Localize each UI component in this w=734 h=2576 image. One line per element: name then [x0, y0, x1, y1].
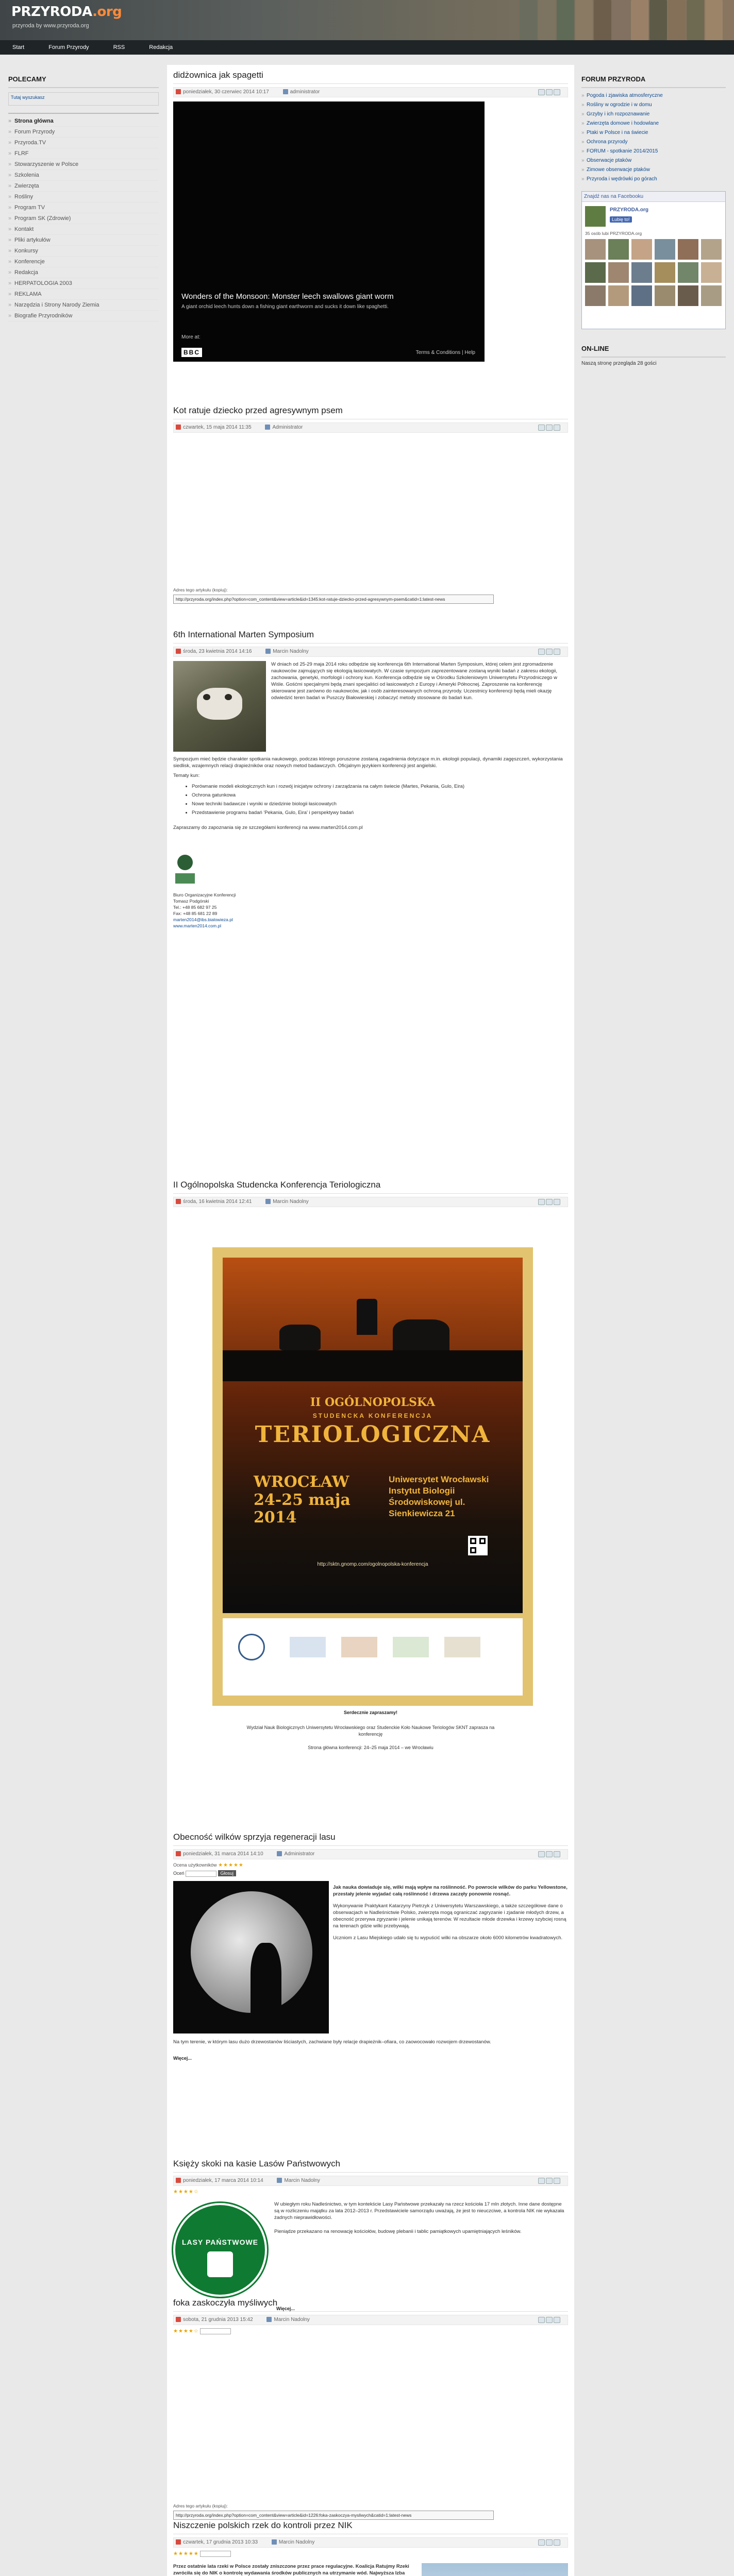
poster-caption: Serdecznie zapraszamy!: [343, 1710, 398, 1715]
sponsor-logo: [393, 1637, 429, 1657]
article-title[interactable]: Niszczenie polskich rzek do kontroli przez NIK: [173, 2520, 568, 2534]
print-icon[interactable]: [546, 649, 553, 655]
embed-area: [173, 2334, 568, 2500]
contact-line: Tel.: +48 85 682 97 25: [173, 905, 217, 910]
polecamy-header: POLECAMY: [8, 70, 159, 88]
main-content: [167, 65, 574, 2576]
article-meta: [173, 422, 568, 433]
user-icon: [277, 2178, 282, 2183]
sponsor-logo: [444, 1637, 480, 1657]
poster-date: 24-25 maja 2014: [254, 1491, 351, 1527]
email-icon[interactable]: [554, 89, 560, 95]
site-header: [0, 0, 734, 40]
header-photo: [705, 0, 723, 40]
user-icon: [265, 1199, 271, 1204]
user-icon: [266, 2317, 272, 2322]
header-photo: [594, 0, 611, 40]
contact-block: [173, 892, 568, 929]
online-text: Naszą stronę przegląda 28 gości: [581, 361, 657, 366]
menu-item[interactable]: » HERPATOLOGIA 2003: [8, 278, 159, 289]
conference-poster: [212, 1247, 533, 1706]
article-meta: [173, 1849, 568, 1859]
header-photo: [631, 0, 648, 40]
forum-link[interactable]: » Zimowe obserwacje ptaków: [581, 165, 726, 175]
lead-text-block: [173, 2560, 419, 2576]
user-icon: [272, 2539, 277, 2545]
poster-url: http://sktn.gnomp.com/ogolnopolska-konferencja: [317, 1562, 428, 1567]
article-title[interactable]: 6th International Marten Symposium: [173, 630, 568, 643]
poster-line2: STUDENCKA KONFERENCJA: [312, 1412, 433, 1419]
rating-block: [173, 2328, 568, 2334]
article-title[interactable]: Obecność wilków sprzyja regeneracji lasu: [173, 1832, 568, 1846]
vote-button[interactable]: Głosuj: [218, 1870, 237, 1876]
rating-label: Ocena użytkowników: [173, 1862, 217, 1868]
menu-item[interactable]: » Program SK (Zdrowie): [8, 213, 159, 224]
menu-item[interactable]: » Konferencje: [8, 257, 159, 267]
vote-label: Oceń: [173, 1871, 185, 1876]
header-photo: [687, 0, 704, 40]
nav-start[interactable]: Start: [12, 44, 25, 50]
video-more[interactable]: More at:: [181, 334, 201, 340]
user-icon: [277, 1851, 282, 1856]
nav-forum[interactable]: Forum Przyrody: [48, 44, 89, 50]
article-meta: [173, 1197, 568, 1207]
fb-title: Znajdź nas na Facebooku: [582, 192, 725, 202]
nav-redakcja[interactable]: Redakcja: [149, 44, 173, 50]
lead-text-block: [333, 1881, 568, 1941]
topic-list: [173, 782, 568, 817]
email-icon[interactable]: [554, 425, 560, 431]
poster-sponsors: [223, 1618, 523, 1696]
article: [173, 2298, 568, 2520]
vote-select[interactable]: [200, 2551, 231, 2557]
menu-item[interactable]: » Program TV: [8, 202, 159, 213]
email-icon[interactable]: [554, 2178, 560, 2184]
print-icon[interactable]: [546, 425, 553, 431]
forum-link[interactable]: » Ptaki w Polsce i na świecie: [581, 128, 726, 138]
menu-item[interactable]: » Kontakt: [8, 224, 159, 235]
article: [173, 405, 568, 604]
article-title[interactable]: didżownica jak spagetti: [173, 70, 568, 84]
poster-line3: TERIOLOGICZNA: [255, 1421, 491, 1448]
email-icon[interactable]: [554, 1199, 560, 1205]
print-icon[interactable]: [546, 1199, 553, 1205]
article: [173, 1180, 568, 1750]
forum-link[interactable]: » Grzyby i ich rozpoznawanie: [581, 110, 726, 119]
article-author: Marcin Nadolny: [278, 2539, 315, 2545]
calendar-icon: [176, 1851, 181, 1856]
article-lead: [173, 2560, 568, 2576]
user-icon: [265, 649, 271, 654]
menu-item[interactable]: » Zwierzęta: [8, 181, 159, 192]
read-more[interactable]: Więcej...: [276, 2306, 295, 2311]
symposium-logo: [173, 852, 197, 888]
header-photo: [575, 0, 593, 40]
video-footer-links: Terms & Conditions | Help: [415, 350, 475, 355]
calendar-icon: [176, 89, 181, 94]
article-date: sobota, 21 grudnia 2013 15:42: [183, 2317, 253, 2323]
contact-www[interactable]: www.marten2014.com.pl: [173, 923, 222, 928]
rating-block: [173, 2189, 568, 2195]
print-icon[interactable]: [546, 2539, 553, 2546]
embed-area: [173, 433, 568, 584]
article-text: Wydział Nauk Biologicznych Uniwersytetu Wrocławskiego oraz Studenckie Koło Naukowe Teriologów SKNT zaprasza na konferencję: [246, 1725, 495, 1737]
user-icon: [283, 89, 288, 94]
article: [173, 70, 568, 362]
email-icon[interactable]: [554, 2317, 560, 2323]
article-author: administrator: [290, 89, 320, 95]
vote-row: [173, 1870, 568, 1877]
vote-select[interactable]: [200, 2328, 231, 2334]
article-lead: [173, 2198, 568, 2301]
article-text: Przez ostatnie lata rzeki w Polsce zostały zniszczone przez prace regulacyjne. Koalicja Ratujmy Rzeki zwróciła się do NIK o kontrolę wydawania środków publicznych na utrzymanie wód. Najwyższa Izba: [173, 2564, 409, 2576]
link-label: Adres tego artykułu (kopiuj):: [173, 2503, 228, 2509]
forum-link[interactable]: » FORUM - spotkanie 2014/2015: [581, 147, 726, 156]
article-date: środa, 23 kwietnia 2014 14:16: [183, 649, 252, 654]
top-nav: [0, 40, 734, 55]
article-meta: [173, 2537, 568, 2548]
read-more[interactable]: Więcej...: [173, 2055, 192, 2061]
pdf-icon[interactable]: [538, 649, 545, 655]
lasy-logo-text: LASY PAŃSTWOWE: [181, 2238, 259, 2246]
contact-line: Fax: +48 85 681 22 89: [173, 911, 218, 916]
wolf-photo: [173, 1881, 329, 2033]
left-sidebar: [8, 70, 159, 321]
fb-count: 35 osób lubi PRZYRODA.org: [585, 231, 642, 236]
forum-link[interactable]: » Zwierzęta domowe i hodowlane: [581, 119, 726, 128]
article-text: W dniach od 25-29 maja 2014 roku odbędzie się konferencja 6th International Marten Symposium, której celem jest zgromadzenie naukowców zajmujących się ekologią łasicowatych. W czasie sympozjum zaprezentowane zostaną wyniki badań z zakresu ekologii, zachowania, genetyki, morfologii i ochrony kun. Konferencja odbędzie się w Ośrodku Szkoleniowym Uniwersytetu Przyrodniczego w Wiśle. Gośćmi specjalnymi będą znani specjaliści od łasicowatych z Europy i Ameryki Północnej. Zaproszenie na konferencję skierowane jest zarówno do naukowców, jak i osób zainteresowanych ochroną przyrody. Uczestnicy konferencji będą mieli okazję odwiedzić teren badań w Puszczy Białowieskiej i zobaczyć metody stosowane do badań kun.: [271, 662, 557, 701]
rating-stars: ★★★★☆: [173, 2328, 199, 2334]
menu-item[interactable]: » Stowarzyszenie w Polsce: [8, 159, 159, 170]
email-icon[interactable]: [554, 649, 560, 655]
menu-item[interactable]: » Konkursy: [8, 246, 159, 257]
menu-item[interactable]: » Narzędzia i Strony Narody Ziemia: [8, 300, 159, 311]
article-date: poniedziałek, 31 marca 2014 14:10: [183, 1851, 263, 1857]
main-menu: [8, 113, 159, 321]
menu-item[interactable]: » REKLAMA: [8, 289, 159, 300]
calendar-icon: [176, 425, 181, 430]
pdf-icon[interactable]: [538, 425, 545, 431]
print-icon[interactable]: [546, 2317, 553, 2323]
article: [173, 630, 568, 929]
list-item: • Porównanie modeli ekologicznych kun i rozwój inicjatyw ochrony i zarządzania na całym świecie (Martes, Pekania, Gulo, Eira): [192, 782, 568, 791]
poster-artwork: [223, 1258, 523, 1613]
contact-email[interactable]: marten2014@ibs.bialowieza.pl: [173, 917, 233, 922]
email-icon[interactable]: [554, 1851, 560, 1857]
poster-line1: II OGÓLNOPOLSKA: [310, 1396, 436, 1409]
calendar-icon: [176, 649, 181, 654]
rating-stars: ★★★★☆: [173, 2189, 199, 2195]
forum-link[interactable]: » Rośliny w ogrodzie i w domu: [581, 100, 726, 110]
header-photo: [612, 0, 630, 40]
print-icon[interactable]: [546, 89, 553, 95]
menu-item[interactable]: » Forum Przyrody: [8, 127, 159, 138]
article-text: Sympozjum mieć będzie charakter spotkania naukowego, podczas którego poruszone zostaną zagadnienia dotyczące m.in. ekologii populacji, dynamiki zagęszczeń, wykorzystania siedlisk, wzajemnych relacji drapieżników oraz nowych metod badawczych. Oficjalnym językiem konferencji jest angielski.: [173, 756, 563, 769]
article-text: Zapraszamy do zapoznania się ze szczegółami konferencji na www.marten2014.com.pl: [173, 825, 363, 831]
link-label: Adres tego artykułu (kopiuj):: [173, 587, 228, 592]
sponsor-logo: [290, 1637, 326, 1657]
rating-stars: ★★★★★: [173, 2551, 199, 2557]
vote-select[interactable]: [186, 1871, 216, 1877]
menu-item[interactable]: » Przyroda.TV: [8, 138, 159, 148]
forum-header: FORUM PRZYRODA: [581, 70, 726, 88]
pdf-icon[interactable]: [538, 2539, 545, 2546]
print-icon[interactable]: [546, 1851, 553, 1857]
search-tag[interactable]: Tutaj wyszukasz: [8, 92, 159, 106]
video-title[interactable]: Wonders of the Monsoon: Monster leech swallows giant worm: [181, 292, 394, 301]
forum-links: [581, 91, 726, 184]
article-date: poniedziałek, 17 marca 2014 10:14: [183, 2178, 263, 2183]
calendar-icon: [176, 2317, 181, 2322]
university-logo: [238, 1634, 265, 1660]
article-author: Marcin Nadolny: [284, 2178, 320, 2183]
calendar-icon: [176, 1199, 181, 1204]
menu-item[interactable]: » Pliki artykułów: [8, 235, 159, 246]
article-meta: [173, 87, 568, 97]
article-author: Administrator: [272, 425, 303, 430]
article-meta: [173, 2176, 568, 2186]
article-date: środa, 16 kwietnia 2014 12:41: [183, 1199, 252, 1205]
site-logo[interactable]: PRZYRODA.org: [11, 4, 122, 20]
terms-link[interactable]: Terms & Conditions: [415, 350, 461, 355]
pdf-icon[interactable]: [538, 1851, 545, 1857]
rating-block: [173, 1862, 568, 1868]
article-meta: [173, 647, 568, 657]
sponsor-logo: [341, 1637, 377, 1657]
user-icon: [265, 425, 270, 430]
forum-link[interactable]: » Ochrona przyrody: [581, 138, 726, 147]
article-title[interactable]: II Ogólnopolska Studencka Konferencja Teriologiczna: [173, 1180, 568, 1194]
river-photo: [422, 2563, 568, 2576]
poster-city: WROCŁAW: [254, 1473, 349, 1491]
article-date: czwartek, 15 maja 2014 11:35: [183, 425, 252, 430]
rating-block: [173, 2551, 568, 2557]
fb-page-avatar: [585, 206, 606, 227]
pdf-icon[interactable]: [538, 89, 545, 95]
article-text: Wykonywanie Praktykant Katarzyny Pietrzyk z Uniwersytetu Warszawskiego, a także szczegółowe dane o obserwacjach w Nadleśnictwie Polsko, zwierzęta mogą ograniczać zagryzanie i zjadanie młodych drzew, a obecność przerywa zgryzanie i jelenie unikają terenów. W rezultacie młode drzewka i krzewy szybciej rosną na terenach gdzie wilki przebywają.: [333, 1903, 566, 1929]
rating-stars: ★★★★★: [218, 1862, 244, 1868]
contact-line: Biuro Organizacyjne Konferencji: [173, 892, 236, 897]
article-title[interactable]: foka zaskoczyła myśliwych: [173, 2298, 568, 2312]
contact-line: Tomasz Podgórski: [173, 899, 209, 904]
article: [173, 2159, 568, 2311]
menu-item[interactable]: » Biografie Przyrodników: [8, 311, 159, 321]
article-text: W ubiegłym roku Nadleśnictwo, w tym kontekście Lasy Państwowe przekazały na rzecz kościoła 17 mln złotych. Inne dane dostępne są w rozliczeniu majątku za lata 2012–2013 r. Przedstawiciele samorządu uważają, że jest to nieuczciwe, a kontrola NIK nie wykazała żadnych nieprawidłowości.: [274, 2201, 564, 2221]
poster-institution: Uniwersytet Wrocławski Instytut Biologii Środowiskowej ul. Sienkiewicza 21: [389, 1475, 489, 1518]
article-link-box[interactable]: http://przyroda.org/index.php?option=com_content&view=article&id=1345:kot-ratuje-dziecko-przed-agresywnym-psem&catid=1:latest-news: [173, 595, 494, 604]
header-photo: [557, 0, 574, 40]
menu-item[interactable]: » Szkolenia: [8, 170, 159, 181]
article: [173, 1832, 568, 2061]
header-photo: [538, 0, 556, 40]
pdf-icon[interactable]: [538, 1199, 545, 1205]
fb-page-name[interactable]: PRZYRODA.org: [610, 207, 648, 213]
article-lead: [173, 661, 568, 753]
article-lead: [173, 1881, 568, 2036]
lasy-panstwowe-logo: [173, 2203, 267, 2297]
qr-code: [468, 1536, 488, 1555]
article-text: Na tym terenie, w którym lasu dużo drzewostanów liściastych, zachwiane były relacje drapieżnik–ofiara, co zaowocowało rozwojem drzewostanów.: [173, 2039, 491, 2045]
header-photo: [668, 0, 686, 40]
site-tagline: przyroda by www.przyroda.org: [12, 23, 89, 29]
print-icon[interactable]: [546, 2178, 553, 2184]
menu-item[interactable]: » FLRF: [8, 148, 159, 159]
article-author: Marcin Nadolny: [273, 649, 309, 654]
list-item: • Przedstawienie programu badań 'Pekania, Gulo, Eira' i perspektywy badań: [192, 808, 568, 817]
article-text: Pieniądze przekazano na renowację kościołów, budowę plebanii i tablic pamiątkowych upamiętniających leśników.: [274, 2229, 522, 2234]
article-date: poniedziałek, 30 czerwiec 2014 10:17: [183, 89, 269, 95]
video-player[interactable]: [173, 101, 485, 362]
article-text: Jak nauka dowiaduje się, wilki mają wpływ na roślinność. Po powrocie wilków do parku Yellowstone, przestały jelenie wyjadać całą roślinność i drzewa zaczęły ponownie rosnąć.: [333, 1884, 568, 1897]
header-photo: [649, 0, 667, 40]
menu-item[interactable]: » Strona główna: [8, 116, 159, 127]
menu-item[interactable]: » Rośliny: [8, 192, 159, 202]
article-title[interactable]: Kot ratuje dziecko przed agresywnym psem: [173, 405, 568, 419]
nav-rss[interactable]: RSS: [113, 44, 125, 50]
pdf-icon[interactable]: [538, 2178, 545, 2184]
right-sidebar: [581, 70, 726, 366]
list-item: • Nowe techniki badawcze i wyniki w dziedzinie biologii łasicowatych: [192, 800, 568, 808]
online-header: ON-LINE: [581, 340, 726, 358]
forum-link[interactable]: » Obserwacje ptaków: [581, 156, 726, 165]
article-author: Marcin Nadolny: [274, 2317, 310, 2323]
bbc-logo: BBC: [181, 348, 202, 357]
article-meta: [173, 2315, 568, 2325]
article-author: Marcin Nadolny: [273, 1199, 309, 1205]
facebook-widget: [581, 191, 726, 329]
list-item: • Ochrona gatunkowa: [192, 791, 568, 800]
article-title[interactable]: Księży skoki na kasie Lasów Państwowych: [173, 2159, 568, 2173]
article-text: Tematy kun:: [173, 773, 200, 778]
fb-like-button[interactable]: Lubię to!: [610, 216, 632, 223]
lead-text-block: [274, 2198, 568, 2235]
forum-link[interactable]: » Pogoda i zjawiska atmosferyczne: [581, 91, 726, 100]
article-text: Strona główna konferencji: 24–25 maja 2014 – we Wrocławiu: [308, 1745, 433, 1750]
pdf-icon[interactable]: [538, 2317, 545, 2323]
article-link-box[interactable]: http://przyroda.org/index.php?option=com_content&view=article&id=1226:foka-zaskoczya-mysliwych&catid=1:latest-news: [173, 2511, 494, 2520]
article-date: czwartek, 17 grudnia 2013 10:33: [183, 2539, 258, 2545]
article-author: Administrator: [284, 1851, 315, 1857]
article-text: Uczniom z Lasu Miejskiego udało się tu wypuścić wilki na obszarze około 6000 kilometrów kwadratowych.: [333, 1935, 563, 1941]
menu-item[interactable]: » Redakcja: [8, 267, 159, 278]
calendar-icon: [176, 2539, 181, 2545]
marten-photo: [173, 661, 266, 752]
forum-link[interactable]: » Przyroda i wędrówki po górach: [581, 175, 726, 184]
article: [173, 2520, 568, 2576]
header-photo: [520, 0, 537, 40]
video-description: A giant orchid leech hunts down a fishing giant earthworm and sucks it down like spaghetti.: [181, 304, 389, 310]
help-link[interactable]: Help: [464, 350, 475, 355]
calendar-icon: [176, 2178, 181, 2183]
email-icon[interactable]: [554, 2539, 560, 2546]
fb-faces: [585, 239, 722, 327]
